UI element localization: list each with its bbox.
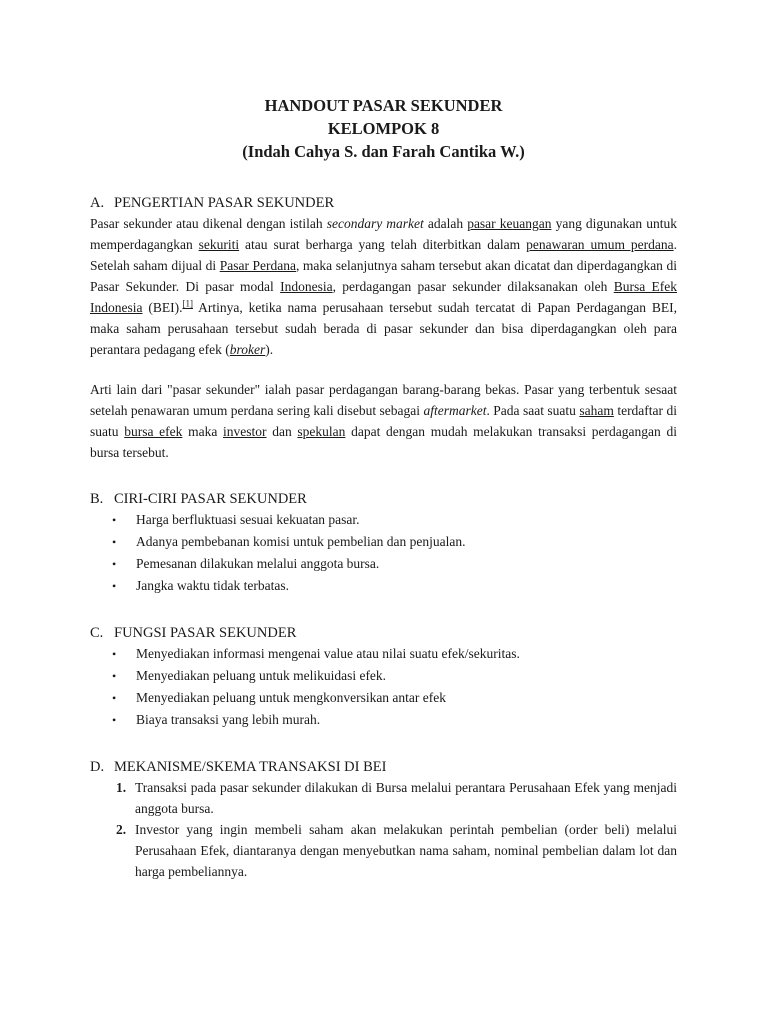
text-run: adalah (423, 216, 468, 231)
text-run: Arti lain dari "pasar sekunder" ialah pasar perdagangan barang-barang bekas. Pasar yang terbentuk sesaat setelah penawaran umum perdana sering kali disebut sebagai (90, 382, 677, 418)
list-item (112, 687, 677, 709)
list-item (112, 643, 677, 665)
list-item (112, 575, 677, 597)
list-item-text: Menyediakan peluang untuk melikuidasi efek. (136, 668, 387, 683)
link-pasar-perdana[interactable]: Pasar Perdana (219, 258, 296, 273)
section-a-paragraph-1 (90, 213, 677, 360)
list-item-text: Pemesanan dilakukan melalui anggota bursa. (136, 556, 380, 571)
text-run: maka (182, 424, 224, 439)
bullet-icon: • (112, 669, 117, 683)
section-a-heading (90, 193, 677, 213)
list-item-text: Menyediakan informasi mengenai value atau nilai suatu efek/sekuritas. (136, 646, 520, 661)
link-saham[interactable]: saham (579, 403, 614, 418)
bullet-icon: • (112, 691, 117, 705)
term-aftermarket: aftermarket (423, 403, 487, 418)
term-secondary-market: secondary market (326, 216, 424, 231)
list-item-text: Harga berfluktuasi sesuai kekuatan pasar. (136, 512, 360, 527)
list-item (112, 509, 677, 531)
text-run: , maka selanjutnya saham tersebut akan dicatat dan diperdagangkan di Pasar Sekunder. Di pasar modal (90, 258, 677, 294)
section-c-heading (90, 623, 677, 643)
section-d-heading (90, 757, 677, 777)
link-pasar-keuangan[interactable]: pasar keuangan (467, 216, 552, 231)
document-page (90, 94, 677, 882)
list-item-text: Adanya pembebanan komisi untuk pembelian dan penjualan. (136, 534, 466, 549)
document-title (90, 94, 677, 163)
section-d-list (90, 777, 677, 882)
text-run: . Pada saat suatu (486, 403, 580, 418)
bullet-icon: • (112, 647, 117, 661)
numbered-item-text: Transaksi pada pasar sekunder dilakukan di Bursa melalui perantara Perusahaan Efek yang menjadi anggota bursa. (135, 780, 677, 816)
link-sekuriti[interactable]: sekuriti (198, 237, 240, 252)
bullet-icon: • (112, 557, 117, 571)
section-b-letter: B. (90, 491, 104, 507)
list-item-text: Biaya transaksi yang lebih murah. (136, 712, 321, 727)
bullet-icon: • (112, 535, 117, 549)
text-run: . Setelah saham dijual di (90, 237, 677, 273)
section-d-title: MEKANISME/SKEMA TRANSAKSI DI BEI (114, 759, 387, 775)
numbered-item (116, 819, 677, 882)
bullet-icon: • (112, 579, 117, 593)
text-run: (BEI). (142, 300, 183, 315)
section-a-paragraph-2 (90, 379, 677, 463)
title-line-1: HANDOUT PASAR SEKUNDER (264, 96, 503, 115)
section-b-title: CIRI-CIRI PASAR SEKUNDER (114, 491, 307, 507)
section-b-heading (90, 489, 677, 509)
text-run: Pasar sekunder atau dikenal dengan istilah (90, 216, 327, 231)
link-bursa-efek[interactable]: bursa efek (124, 424, 183, 439)
section-b-list (90, 509, 677, 597)
link-spekulan[interactable]: spekulan (297, 424, 346, 439)
text-run: Artinya, ketika nama perusahaan tersebut sudah tercatat di Papan Perdagangan BEI, maka saham perusahaan tersebut sudah berada di pasar sekunder dan bisa diperdagangkan oleh para perantara pedagang efek ( (90, 300, 677, 357)
text-run: ). (265, 342, 274, 357)
section-c-list (90, 643, 677, 731)
numbered-item (116, 777, 677, 819)
link-indonesia[interactable]: Indonesia (280, 279, 333, 294)
link-bursa-efek-indonesia[interactable]: Bursa Efek Indonesia (90, 279, 677, 315)
item-number: 1. (116, 780, 127, 795)
text-run: atau surat berharga yang telah diterbitkan dalam (239, 237, 527, 252)
list-item (112, 709, 677, 731)
section-a-letter: A. (90, 195, 105, 211)
list-item-text: Menyediakan peluang untuk mengkonversikan antar efek (136, 690, 447, 705)
link-broker[interactable]: broker (229, 342, 266, 357)
title-line-3: (Indah Cahya S. dan Farah Cantika W.) (242, 142, 525, 161)
list-item (112, 531, 677, 553)
list-item-text: Jangka waktu tidak terbatas. (136, 578, 289, 593)
list-item (112, 665, 677, 687)
item-number: 2. (116, 822, 127, 837)
text-run: dan (266, 424, 298, 439)
section-c-letter: C. (90, 625, 104, 641)
text-run: terdaftar di suatu (90, 403, 677, 439)
bullet-icon: • (112, 513, 117, 527)
section-d-letter: D. (90, 759, 105, 775)
section-c-title: FUNGSI PASAR SEKUNDER (114, 625, 297, 641)
numbered-item-text: Investor yang ingin membeli saham akan melakukan perintah pembelian (order beli) melalui Perusahaan Efek, diantaranya dengan menyebutkan nama saham, nominal pembelian dalam lot dan harga pembeliannya. (135, 822, 677, 879)
bullet-icon: • (112, 713, 117, 727)
title-line-2: KELOMPOK 8 (327, 119, 440, 138)
text-run: yang digunakan untuk memperdagangkan (90, 216, 677, 252)
link-penawaran-umum-perdana[interactable]: penawaran umum perdana (526, 237, 674, 252)
link-investor[interactable]: investor (223, 424, 267, 439)
section-a-title: PENGERTIAN PASAR SEKUNDER (114, 195, 335, 211)
text-run: , perdagangan pasar sekunder dilaksanakan oleh (332, 279, 614, 294)
reference-footnote-link[interactable]: [1] (182, 298, 193, 309)
list-item (112, 553, 677, 575)
text-run: dapat dengan mudah melakukan transaksi perdagangan di bursa tersebut. (90, 424, 677, 460)
